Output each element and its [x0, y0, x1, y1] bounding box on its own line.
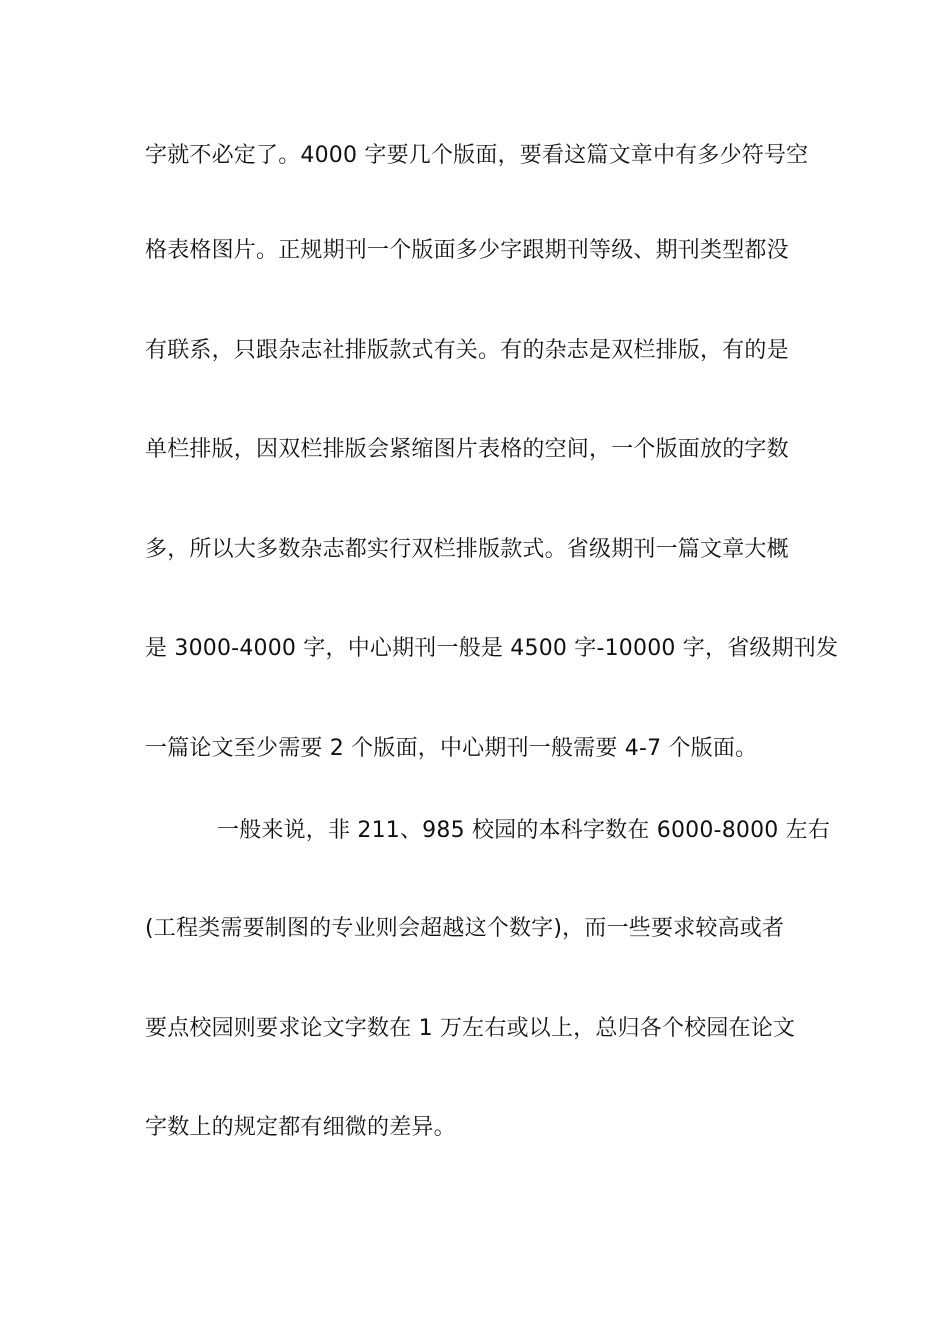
paragraph-line: 多，所以大多数杂志都实行双栏排版款式。省级期刊一篇文章大概	[145, 537, 789, 562]
paragraph-line: (工程类需要制图的专业则会超越这个数字)，而一些要求较高或者	[145, 916, 785, 941]
paragraph-line: 是 3000-4000 字，中心期刊一般是 4500 字-10000 字，省级期刊发	[145, 636, 839, 661]
paragraph-line: 字就不必定了。4000 字要几个版面，要看这篇文章中有多少符号空	[145, 143, 809, 168]
paragraph-line: 单栏排版，因双栏排版会紧缩图片表格的空间，一个版面放的字数	[145, 437, 789, 462]
paragraph-line: 格表格图片。正规期刊一个版面多少字跟期刊等级、期刊类型都没	[145, 238, 789, 263]
paragraph-line: 字数上的规定都有细微的差异。	[145, 1115, 456, 1140]
paragraph-line: 要点校园则要求论文字数在 1 万左右或以上，总归各个校园在论文	[145, 1016, 796, 1041]
paragraph-line: 有联系，只跟杂志社排版款式有关。有的杂志是双栏排版，有的是	[145, 338, 789, 363]
paragraph-line: 一篇论文至少需要 2 个版面，中心期刊一般需要 4-7 个版面。	[145, 736, 758, 761]
paragraph-line-indented: 一般来说，非 211、985 校园的本科字数在 6000-8000 左右	[217, 818, 831, 843]
